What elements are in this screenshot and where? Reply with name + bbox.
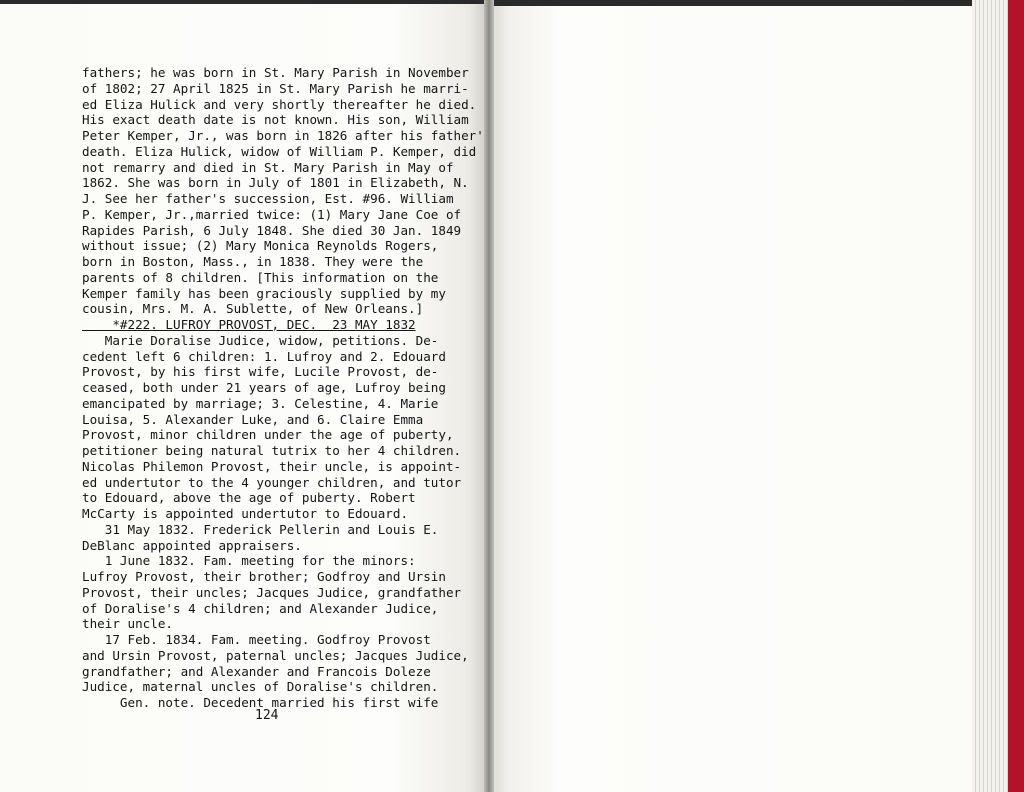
left-text-line: Gen. note. Decedent married his first wife (82, 695, 439, 710)
left-text-line: Kemper family has been graciously supplied by my (82, 285, 446, 301)
left-text-line: grandfather; and Alexander and Francois Doleze (82, 663, 431, 679)
right-page (488, 6, 974, 792)
left-page (0, 4, 488, 792)
left-text-line: Marie Doralise Judice, widow, petitions. De- (82, 332, 439, 348)
left-text-line: ed undertutor to the 4 younger children, and tutor (82, 474, 462, 490)
left-text-line: ceased, both under 21 years of age, Lufroy being (82, 380, 446, 395)
left-page-text (82, 65, 484, 711)
left-text-line: Lufroy Provost, their brother; Godfroy and Ursin (82, 569, 446, 584)
left-text-line: Judice, maternal uncles of Doralise's children. (82, 679, 439, 695)
left-text-line: emancipated by marriage; 3. Celestine, 4. Marie (82, 395, 439, 411)
left-text-line: Nicolas Philemon Provost, their uncle, is appoint- (82, 458, 462, 474)
left-text-line: 1862. She was born in July of 1801 in Elizabeth, N. (82, 175, 469, 191)
left-text-line: fathers; he was born in St. Mary Parish in November (82, 65, 469, 80)
left-text-line: DeBlanc appointed appraisers. (82, 537, 302, 553)
book-gutter (484, 0, 494, 792)
left-text-line: and Ursin Provost, paternal uncles; Jacques Judice, (82, 647, 469, 663)
left-text-line: Provost, their uncles; Jacques Judice, grandfather (82, 584, 462, 600)
left-text-line: of Doralise's 4 children; and Alexander Judice, (82, 600, 439, 616)
left-page-number: 124 (255, 708, 279, 723)
left-text-line: to Edouard, above the age of puberty. Robert (82, 490, 416, 506)
left-text-line: parents of 8 children. [This information on the (82, 269, 439, 285)
left-text-line: *#222. LUFROY PROVOST, DEC. 23 MAY 1832 (82, 317, 416, 332)
left-text-line: ed Eliza Hulick and very shortly thereafter he died. (82, 96, 477, 112)
left-text-line: 1 June 1832. Fam. meeting for the minors: (82, 553, 416, 569)
left-text-line: Provost, by his first wife, Lucile Provost, de- (82, 364, 439, 380)
left-text-line: cedent left 6 children: 1. Lufroy and 2. Edouard (82, 348, 446, 364)
book-cover-edge (1008, 0, 1024, 792)
left-text-line: not remarry and died in St. Mary Parish in May of (82, 159, 454, 175)
left-text-line: J. See her father's succession, Est. #96. William (82, 191, 454, 206)
left-text-line: Peter Kemper, Jr., was born in 1826 after his father' (82, 128, 484, 143)
left-text-line: petitioner being natural tutrix to her 4 children. (82, 443, 462, 458)
left-text-line: Louisa, 5. Alexander Luke, and 6. Claire Emma (82, 411, 424, 427)
left-text-line: cousin, Mrs. M. A. Sublette, of New Orleans.] (82, 301, 424, 317)
left-text-line: born in Boston, Mass., in 1838. They were the (82, 254, 424, 269)
left-text-line: 31 May 1832. Frederick Pellerin and Louis E. (82, 521, 439, 537)
left-text-line: P. Kemper, Jr.,married twice: (1) Mary Jane Coe of (82, 206, 462, 222)
left-text-line: death. Eliza Hulick, widow of William P. Kemper, did (82, 143, 477, 159)
left-text-line: McCarty is appointed undertutor to Edouard. (82, 506, 409, 521)
page-edges (972, 0, 1012, 792)
left-text-line: 17 Feb. 1834. Fam. meeting. Godfroy Provost (82, 632, 431, 647)
left-text-line: without issue; (2) Mary Monica Reynolds Rogers, (82, 238, 439, 254)
left-text-line: Rapides Parish, 6 July 1848. She died 30 Jan. 1849 (82, 222, 462, 238)
left-text-line: their uncle. (82, 616, 173, 632)
left-text-line: of 1802; 27 April 1825 in St. Mary Parish he marri- (82, 80, 469, 96)
left-text-line: His exact death date is not known. His son, William (82, 112, 469, 128)
left-text-line: Provost, minor children under the age of puberty, (82, 427, 454, 443)
